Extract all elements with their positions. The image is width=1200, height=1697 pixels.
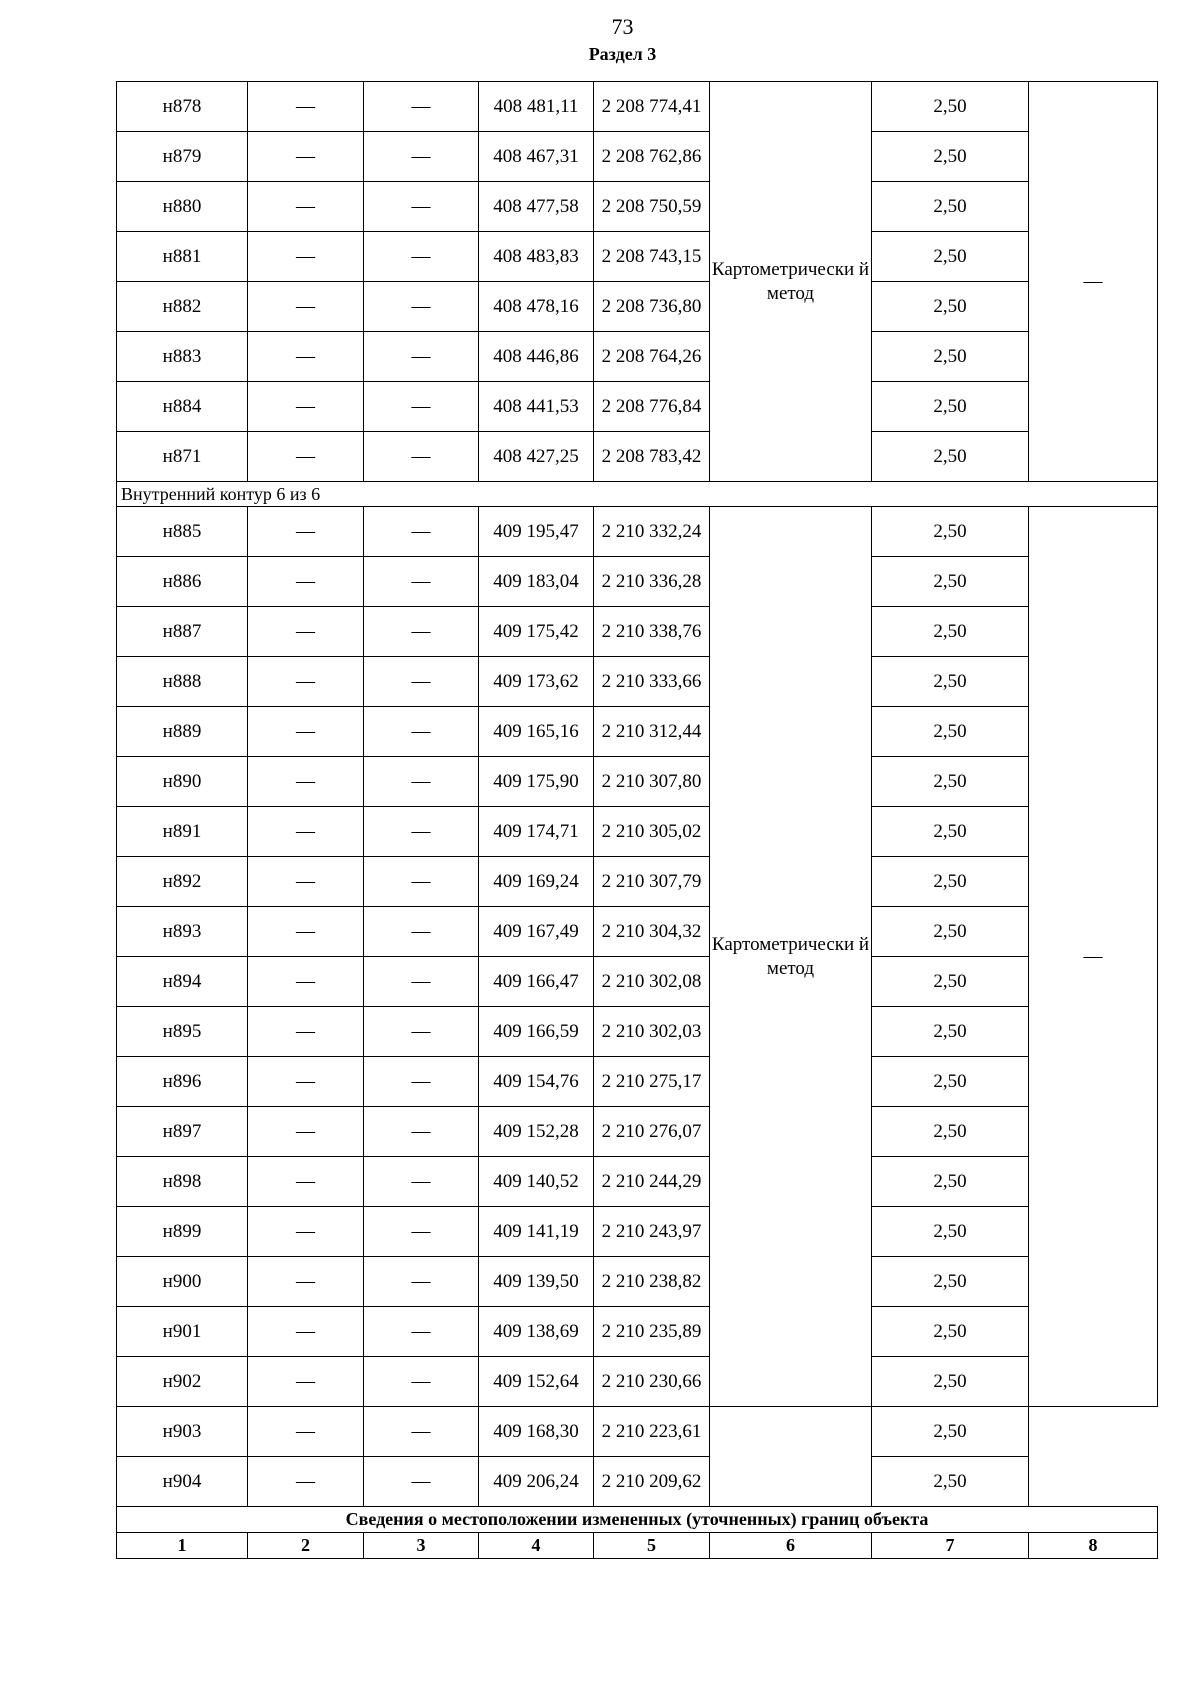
dash-cell: — xyxy=(248,132,364,182)
dash-cell: — xyxy=(364,182,479,232)
table-row xyxy=(117,1457,1158,1507)
y-coordinate: 2 210 230,66 xyxy=(594,1357,710,1407)
dash-cell: — xyxy=(248,1157,364,1207)
point-name: н904 xyxy=(117,1457,248,1507)
column-number: 3 xyxy=(364,1533,479,1559)
dash-cell: — xyxy=(248,1207,364,1257)
precision: 2,50 xyxy=(872,1307,1029,1357)
column-number: 8 xyxy=(1029,1533,1158,1559)
dash-cell: — xyxy=(364,957,479,1007)
y-coordinate: 2 210 336,28 xyxy=(594,557,710,607)
precision: 2,50 xyxy=(872,757,1029,807)
dash-cell: — xyxy=(248,1457,364,1507)
x-coordinate: 409 139,50 xyxy=(479,1257,594,1307)
dash-cell: — xyxy=(1029,507,1158,1407)
y-coordinate: 2 208 750,59 xyxy=(594,182,710,232)
x-coordinate: 409 168,30 xyxy=(479,1407,594,1457)
y-coordinate: 2 210 307,79 xyxy=(594,857,710,907)
dash-cell: — xyxy=(248,507,364,557)
precision: 2,50 xyxy=(872,1457,1029,1507)
dash-cell: — xyxy=(364,1157,479,1207)
x-coordinate: 408 427,25 xyxy=(479,432,594,482)
x-coordinate: 409 165,16 xyxy=(479,707,594,757)
point-name: н881 xyxy=(117,232,248,282)
y-coordinate: 2 208 743,15 xyxy=(594,232,710,282)
x-coordinate: 409 173,62 xyxy=(479,657,594,707)
table-row xyxy=(117,807,1158,857)
dash-cell: — xyxy=(248,1357,364,1407)
dash-cell: — xyxy=(364,707,479,757)
contour-row xyxy=(117,482,1158,507)
x-coordinate: 408 477,58 xyxy=(479,182,594,232)
x-coordinate: 409 206,24 xyxy=(479,1457,594,1507)
y-coordinate: 2 210 209,62 xyxy=(594,1457,710,1507)
footer-title: Сведения о местоположении измененных (уточненных) границ объекта xyxy=(117,1507,1158,1533)
contour-label: Внутренний контур 6 из 6 xyxy=(117,482,1158,507)
precision: 2,50 xyxy=(872,957,1029,1007)
precision: 2,50 xyxy=(872,607,1029,657)
point-name: н888 xyxy=(117,657,248,707)
y-coordinate: 2 210 276,07 xyxy=(594,1107,710,1157)
dash-cell: — xyxy=(364,1307,479,1357)
y-coordinate: 2 210 235,89 xyxy=(594,1307,710,1357)
y-coordinate: 2 208 776,84 xyxy=(594,382,710,432)
table-row xyxy=(117,857,1158,907)
precision: 2,50 xyxy=(872,232,1029,282)
dash-cell: — xyxy=(364,1057,479,1107)
table-row xyxy=(117,82,1158,132)
dash-cell: — xyxy=(248,332,364,382)
point-name: н885 xyxy=(117,507,248,557)
point-name: н886 xyxy=(117,557,248,607)
dash-cell: — xyxy=(364,1007,479,1057)
y-coordinate: 2 208 762,86 xyxy=(594,132,710,182)
point-name: н901 xyxy=(117,1307,248,1357)
point-name: н899 xyxy=(117,1207,248,1257)
y-coordinate: 2 210 333,66 xyxy=(594,657,710,707)
x-coordinate: 408 478,16 xyxy=(479,282,594,332)
table-row xyxy=(117,757,1158,807)
x-coordinate: 409 174,71 xyxy=(479,807,594,857)
precision: 2,50 xyxy=(872,507,1029,557)
dash-cell: — xyxy=(364,807,479,857)
precision: 2,50 xyxy=(872,182,1029,232)
column-number: 2 xyxy=(248,1533,364,1559)
dash-cell: — xyxy=(248,807,364,857)
x-coordinate: 408 446,86 xyxy=(479,332,594,382)
x-coordinate: 409 152,64 xyxy=(479,1357,594,1407)
dash-cell: — xyxy=(248,232,364,282)
y-coordinate: 2 210 338,76 xyxy=(594,607,710,657)
table-row xyxy=(117,1157,1158,1207)
column-number: 6 xyxy=(710,1533,872,1559)
table-row xyxy=(117,1407,1158,1457)
table-row xyxy=(117,432,1158,482)
table-row xyxy=(117,1207,1158,1257)
x-coordinate: 408 441,53 xyxy=(479,382,594,432)
x-coordinate: 409 175,90 xyxy=(479,757,594,807)
x-coordinate: 409 154,76 xyxy=(479,1057,594,1107)
dash-cell: — xyxy=(248,857,364,907)
dash-cell: — xyxy=(364,282,479,332)
y-coordinate: 2 210 302,03 xyxy=(594,1007,710,1057)
y-coordinate: 2 210 244,29 xyxy=(594,1157,710,1207)
x-coordinate: 409 140,52 xyxy=(479,1157,594,1207)
table-row xyxy=(117,907,1158,957)
y-coordinate: 2 208 764,26 xyxy=(594,332,710,382)
dash-cell: — xyxy=(1029,82,1158,482)
dash-cell: — xyxy=(248,1007,364,1057)
precision: 2,50 xyxy=(872,332,1029,382)
dash-cell: — xyxy=(248,182,364,232)
x-coordinate: 408 467,31 xyxy=(479,132,594,182)
table-row xyxy=(117,382,1158,432)
dash-cell: — xyxy=(248,557,364,607)
point-name: н903 xyxy=(117,1407,248,1457)
y-coordinate: 2 210 275,17 xyxy=(594,1057,710,1107)
footer-title-row xyxy=(117,1507,1158,1533)
empty-cell xyxy=(710,1407,872,1507)
dash-cell: — xyxy=(248,1057,364,1107)
dash-cell: — xyxy=(248,957,364,1007)
precision: 2,50 xyxy=(872,857,1029,907)
column-number: 7 xyxy=(872,1533,1029,1559)
point-name: н882 xyxy=(117,282,248,332)
precision: 2,50 xyxy=(872,1157,1029,1207)
table-row xyxy=(117,707,1158,757)
point-name: н891 xyxy=(117,807,248,857)
precision: 2,50 xyxy=(872,557,1029,607)
table-row xyxy=(117,1007,1158,1057)
table-row xyxy=(117,132,1158,182)
point-name: н879 xyxy=(117,132,248,182)
x-coordinate: 408 481,11 xyxy=(479,82,594,132)
dash-cell: — xyxy=(248,757,364,807)
point-name: н900 xyxy=(117,1257,248,1307)
x-coordinate: 409 195,47 xyxy=(479,507,594,557)
table-row xyxy=(117,957,1158,1007)
dash-cell: — xyxy=(248,1307,364,1357)
point-name: н880 xyxy=(117,182,248,232)
dash-cell: — xyxy=(364,1257,479,1307)
precision: 2,50 xyxy=(872,382,1029,432)
x-coordinate: 408 483,83 xyxy=(479,232,594,282)
table-row xyxy=(117,657,1158,707)
dash-cell: — xyxy=(248,907,364,957)
table-row xyxy=(117,1257,1158,1307)
table-row xyxy=(117,507,1158,557)
dash-cell: — xyxy=(248,657,364,707)
table-row xyxy=(117,282,1158,332)
precision: 2,50 xyxy=(872,707,1029,757)
column-numbers-row xyxy=(117,1533,1158,1559)
table-row xyxy=(117,1307,1158,1357)
coordinates-table xyxy=(116,81,1158,1559)
table-row xyxy=(117,232,1158,282)
x-coordinate: 409 152,28 xyxy=(479,1107,594,1157)
table-row xyxy=(117,332,1158,382)
point-name: н883 xyxy=(117,332,248,382)
y-coordinate: 2 208 783,42 xyxy=(594,432,710,482)
dash-cell: — xyxy=(364,332,479,382)
point-name: н889 xyxy=(117,707,248,757)
precision: 2,50 xyxy=(872,1257,1029,1307)
point-name: н878 xyxy=(117,82,248,132)
point-name: н893 xyxy=(117,907,248,957)
point-name: н898 xyxy=(117,1157,248,1207)
column-number: 5 xyxy=(594,1533,710,1559)
precision: 2,50 xyxy=(872,1107,1029,1157)
empty-cell xyxy=(1029,1407,1158,1507)
method-cell: Картометрически й метод xyxy=(710,507,872,1407)
precision: 2,50 xyxy=(872,907,1029,957)
y-coordinate: 2 210 312,44 xyxy=(594,707,710,757)
point-name: н902 xyxy=(117,1357,248,1407)
y-coordinate: 2 210 332,24 xyxy=(594,507,710,557)
dash-cell: — xyxy=(364,1207,479,1257)
precision: 2,50 xyxy=(872,1007,1029,1057)
x-coordinate: 409 183,04 xyxy=(479,557,594,607)
precision: 2,50 xyxy=(872,282,1029,332)
precision: 2,50 xyxy=(872,657,1029,707)
dash-cell: — xyxy=(364,432,479,482)
point-name: н895 xyxy=(117,1007,248,1057)
dash-cell: — xyxy=(364,1457,479,1507)
dash-cell: — xyxy=(364,607,479,657)
x-coordinate: 409 166,47 xyxy=(479,957,594,1007)
dash-cell: — xyxy=(364,907,479,957)
dash-cell: — xyxy=(248,1257,364,1307)
page-number: 73 xyxy=(611,14,634,39)
dash-cell: — xyxy=(248,432,364,482)
x-coordinate: 409 169,24 xyxy=(479,857,594,907)
column-number: 4 xyxy=(479,1533,594,1559)
table-row xyxy=(117,1357,1158,1407)
x-coordinate: 409 141,19 xyxy=(479,1207,594,1257)
point-name: н884 xyxy=(117,382,248,432)
dash-cell: — xyxy=(364,382,479,432)
y-coordinate: 2 210 304,32 xyxy=(594,907,710,957)
dash-cell: — xyxy=(364,132,479,182)
dash-cell: — xyxy=(364,557,479,607)
point-name: н894 xyxy=(117,957,248,1007)
x-coordinate: 409 167,49 xyxy=(479,907,594,957)
x-coordinate: 409 138,69 xyxy=(479,1307,594,1357)
y-coordinate: 2 208 736,80 xyxy=(594,282,710,332)
point-name: н871 xyxy=(117,432,248,482)
precision: 2,50 xyxy=(872,807,1029,857)
dash-cell: — xyxy=(248,1107,364,1157)
y-coordinate: 2 210 307,80 xyxy=(594,757,710,807)
dash-cell: — xyxy=(248,607,364,657)
precision: 2,50 xyxy=(872,1057,1029,1107)
table-row xyxy=(117,557,1158,607)
method-cell: Картометрически й метод xyxy=(710,82,872,482)
y-coordinate: 2 210 223,61 xyxy=(594,1407,710,1457)
x-coordinate: 409 166,59 xyxy=(479,1007,594,1057)
point-name: н896 xyxy=(117,1057,248,1107)
precision: 2,50 xyxy=(872,432,1029,482)
point-name: н897 xyxy=(117,1107,248,1157)
table-row xyxy=(117,607,1158,657)
dash-cell: — xyxy=(364,1107,479,1157)
precision: 2,50 xyxy=(872,1357,1029,1407)
dash-cell: — xyxy=(364,507,479,557)
table-row xyxy=(117,1057,1158,1107)
y-coordinate: 2 208 774,41 xyxy=(594,82,710,132)
dash-cell: — xyxy=(248,282,364,332)
dash-cell: — xyxy=(364,1357,479,1407)
point-name: н887 xyxy=(117,607,248,657)
column-number: 1 xyxy=(117,1533,248,1559)
precision: 2,50 xyxy=(872,1407,1029,1457)
dash-cell: — xyxy=(364,757,479,807)
dash-cell: — xyxy=(364,232,479,282)
y-coordinate: 2 210 238,82 xyxy=(594,1257,710,1307)
dash-cell: — xyxy=(364,82,479,132)
dash-cell: — xyxy=(248,82,364,132)
precision: 2,50 xyxy=(872,132,1029,182)
table-row xyxy=(117,1107,1158,1157)
section-title: Раздел 3 xyxy=(588,44,657,64)
table-row xyxy=(117,182,1158,232)
precision: 2,50 xyxy=(872,82,1029,132)
dash-cell: — xyxy=(248,382,364,432)
point-name: н890 xyxy=(117,757,248,807)
x-coordinate: 409 175,42 xyxy=(479,607,594,657)
y-coordinate: 2 210 243,97 xyxy=(594,1207,710,1257)
dash-cell: — xyxy=(364,857,479,907)
dash-cell: — xyxy=(364,657,479,707)
y-coordinate: 2 210 305,02 xyxy=(594,807,710,857)
precision: 2,50 xyxy=(872,1207,1029,1257)
point-name: н892 xyxy=(117,857,248,907)
dash-cell: — xyxy=(248,1407,364,1457)
y-coordinate: 2 210 302,08 xyxy=(594,957,710,1007)
dash-cell: — xyxy=(364,1407,479,1457)
dash-cell: — xyxy=(248,707,364,757)
